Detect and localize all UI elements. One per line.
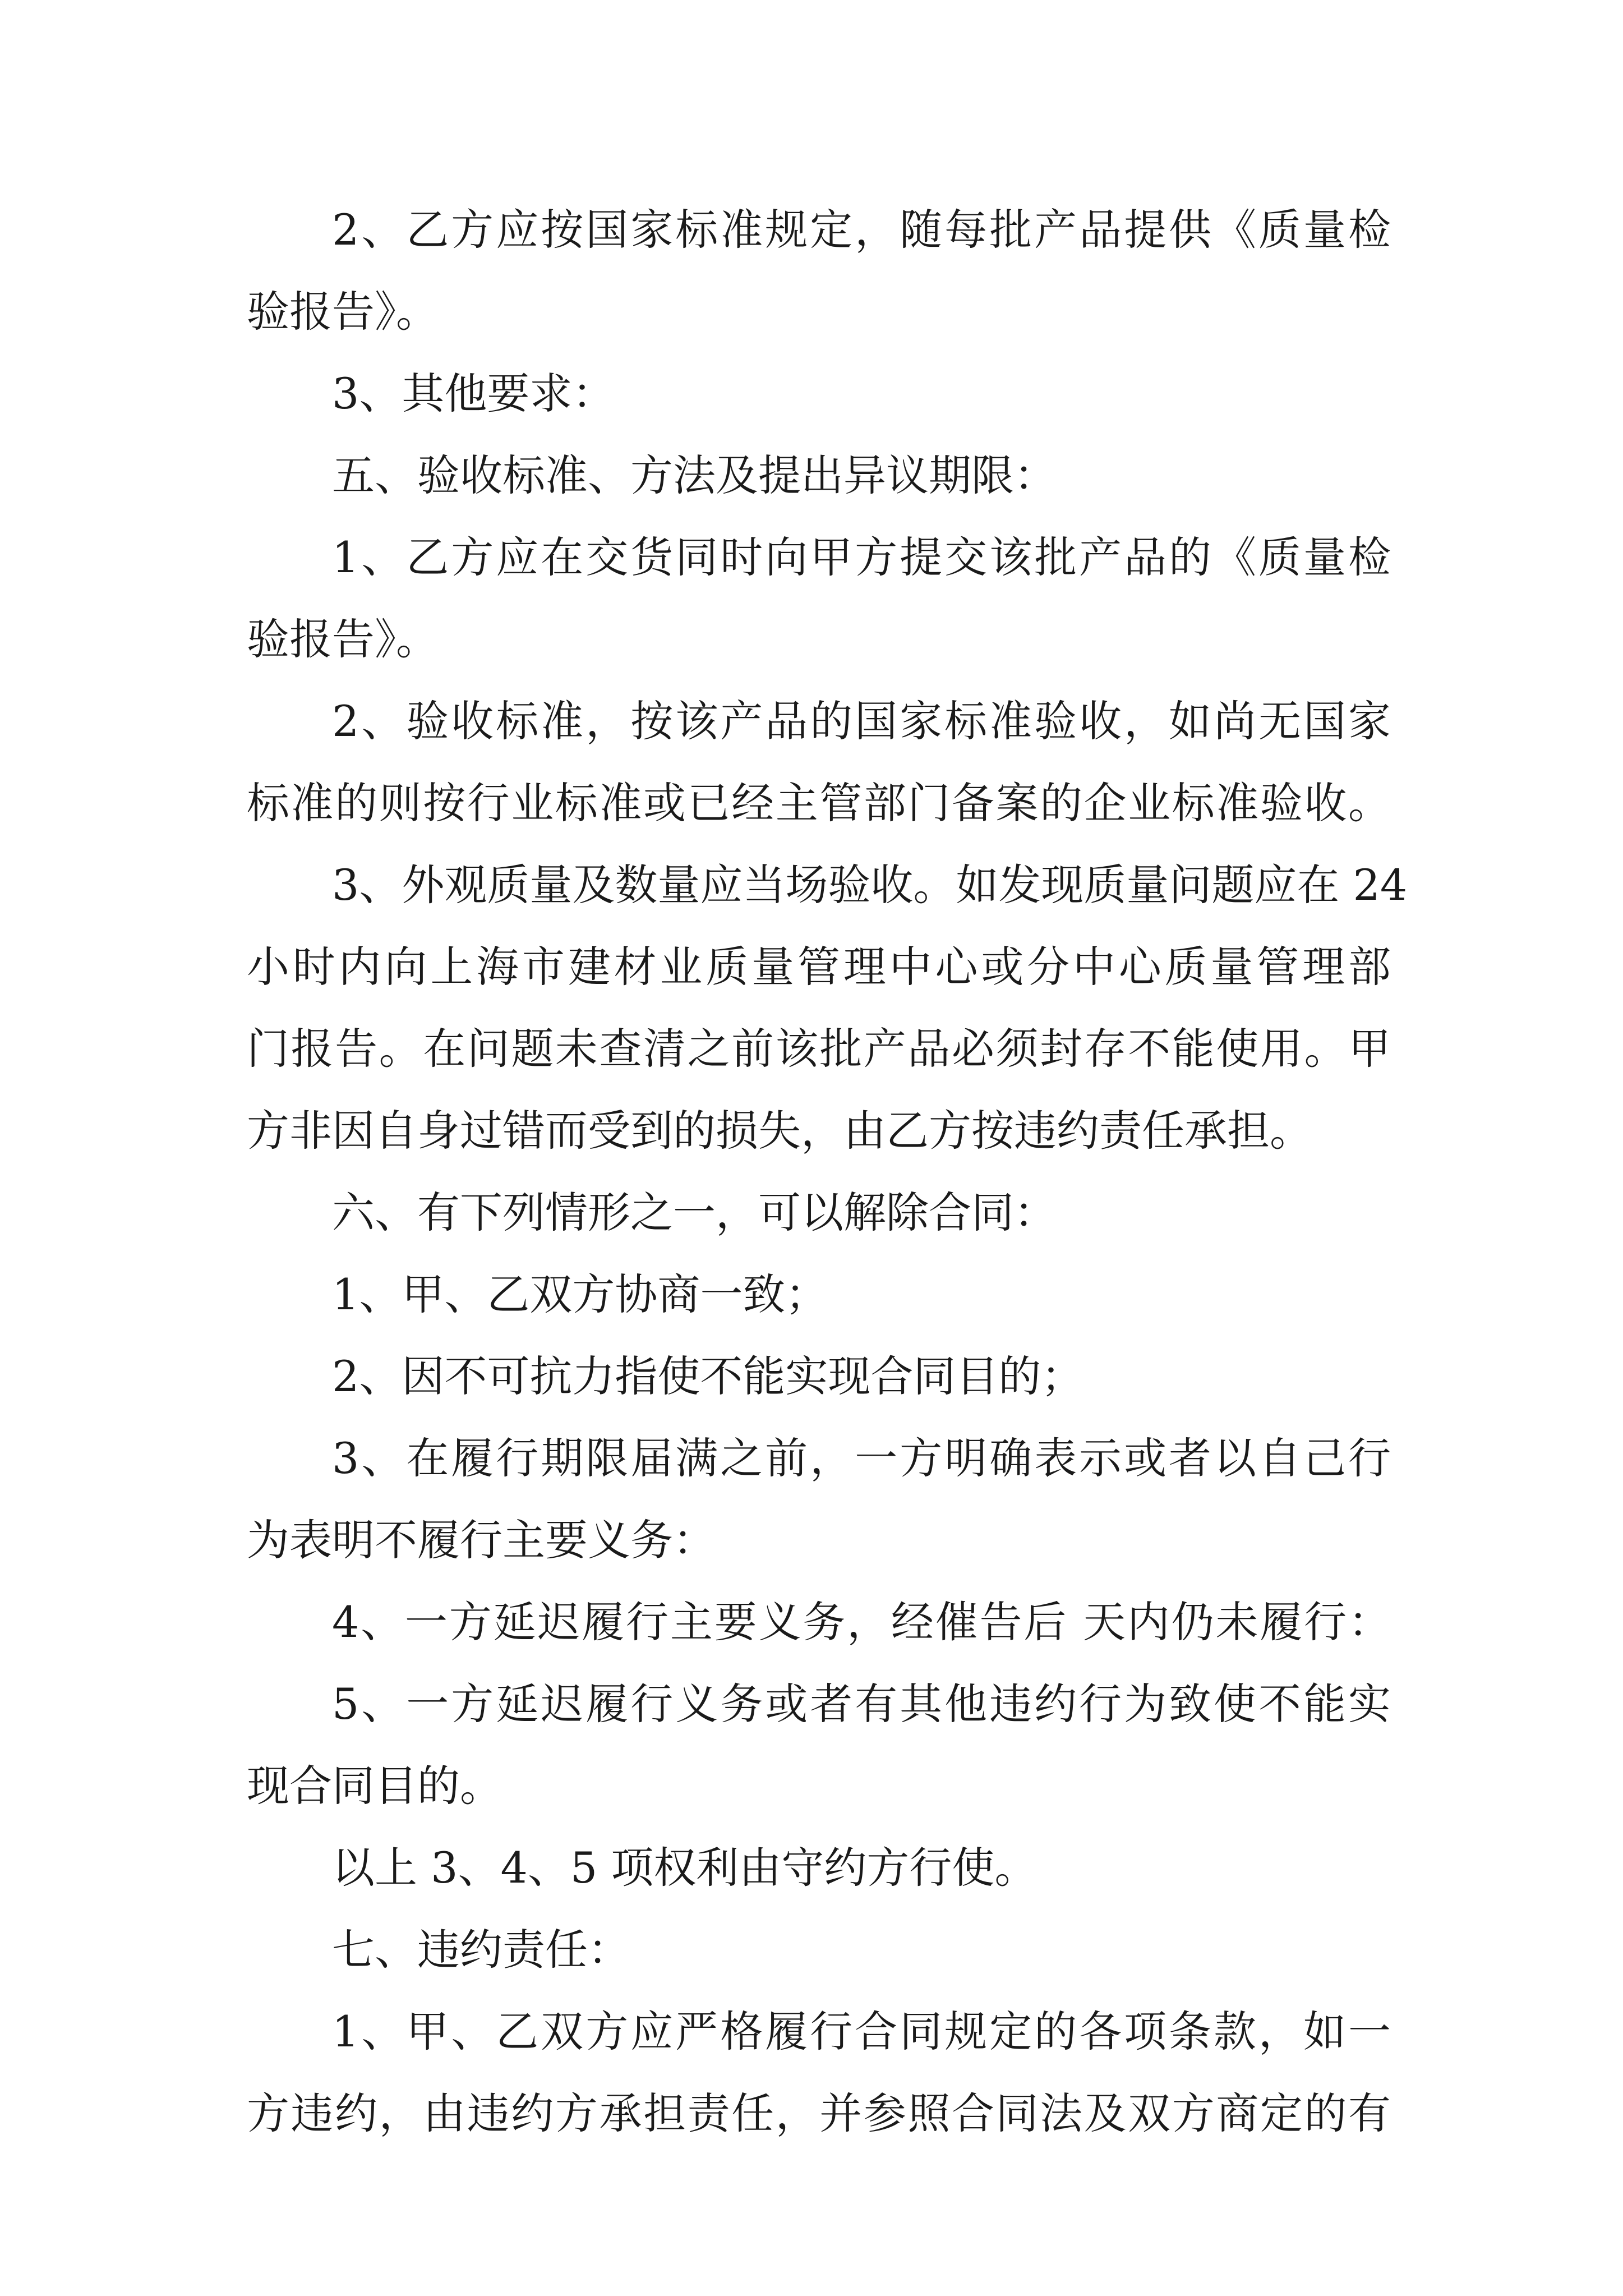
line-15: 2、因不可抗力指使不能实现合同目的； [332, 1351, 1084, 1401]
line-18: 4、一方延迟履行主要义务，经催告后 天内仍未履行： [332, 1597, 1391, 1647]
line-6: 验报告》。 [247, 614, 439, 664]
line-16: 3、在履行期限届满之前，一方明确表示或者以自己行 [332, 1433, 1391, 1483]
line-3: 3、其他要求： [332, 369, 615, 418]
line-23: 1、甲、乙双方应严格履行合同规定的各项条款，如一 [332, 2007, 1391, 2056]
line-12: 方非因自身过错而受到的损失，由乙方按违约责任承担。 [247, 1106, 1312, 1156]
line-19: 5、一方延迟履行义务或者有其他违约行为致使不能实 [332, 1679, 1391, 1729]
line-7: 2、验收标准，按该产品的国家标准验收，如尚无国家 [332, 696, 1391, 746]
line-10: 小时内向上海市建材业质量管理中心或分中心质量管理部 [247, 942, 1391, 992]
document-page [247, 202, 1408, 2168]
line-20: 现合同目的。 [247, 1761, 502, 1811]
section-heading-7: 七、违约责任： [332, 1925, 630, 1975]
line-9: 3、外观质量及数量应当场验收。如发现质量问题应在 24 [332, 860, 1408, 910]
section-heading-5: 五、验收标准、方法及提出异议期限： [332, 450, 1057, 500]
line-21: 以上 3、4、5 项权利由守约方行使。 [332, 1843, 1038, 1893]
line-24: 方违约，由违约方承担责任，并参照合同法及双方商定的有 [247, 2088, 1391, 2138]
line-2: 验报告》。 [247, 287, 439, 337]
line-17: 为表明不履行主要义务： [247, 1515, 716, 1565]
line-14: 1、甲、乙双方协商一致； [332, 1269, 828, 1319]
section-heading-6: 六、有下列情形之一，可以解除合同： [332, 1188, 1057, 1237]
line-1: 2、乙方应按国家标准规定，随每批产品提供《质量检 [332, 205, 1391, 255]
line-8: 标准的则按行业标准或已经主管部门备案的企业标准验收。 [247, 778, 1391, 828]
line-11: 门报告。在问题未查清之前该批产品必须封存不能使用。甲 [247, 1024, 1391, 1074]
line-5: 1、乙方应在交货同时向甲方提交该批产品的《质量检 [332, 532, 1391, 582]
